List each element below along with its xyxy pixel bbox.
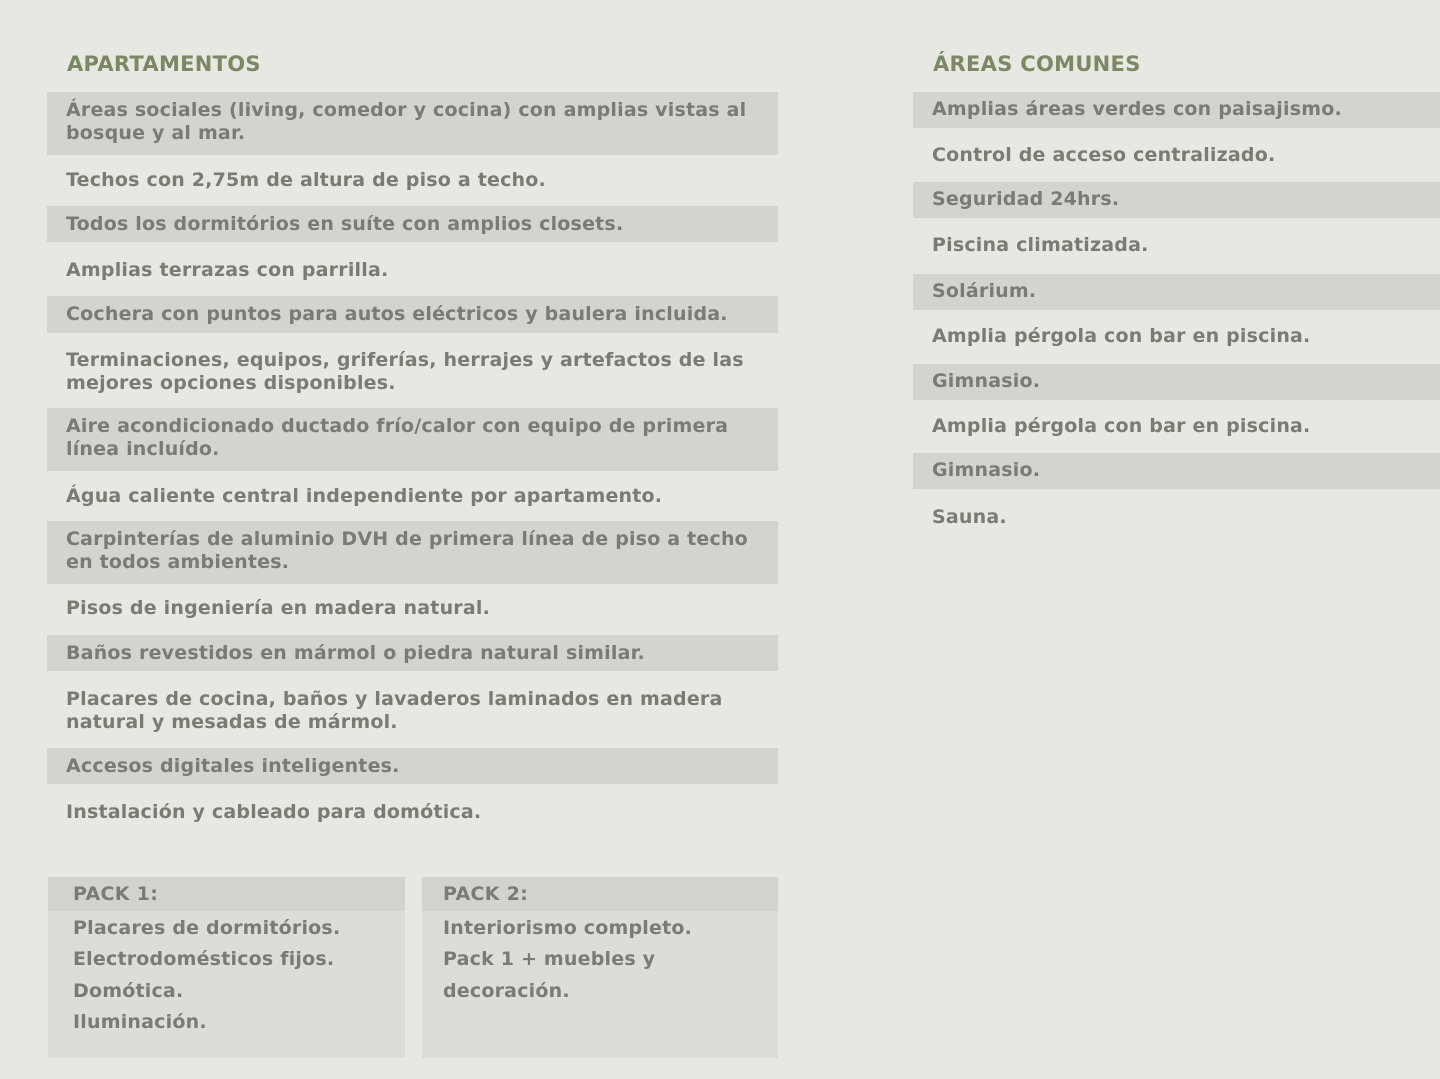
pack-1-title: PACK 1: (48, 877, 405, 911)
apartamentos-item: Amplias terrazas con parrilla. (66, 259, 389, 281)
apartamentos-item: Terminaciones, equipos, griferías, herrajes y artefactos de las mejores opciones disponibles. (66, 349, 744, 394)
pack-2-title: PACK 2: (422, 877, 778, 911)
apartamentos-item: Instalación y cableado para domótica. (66, 801, 482, 823)
pack-1-box (48, 877, 405, 1058)
apartamentos-heading: APARTAMENTOS (67, 52, 261, 76)
pack-1-item: Iluminación. (73, 1010, 207, 1033)
pack-2-item: Pack 1 + muebles y decoración. (443, 948, 656, 1002)
areas-comunes-item: Amplia pérgola con bar en piscina. (932, 325, 1311, 347)
pack-1-item: Placares de dormitórios. (73, 917, 341, 939)
pack-2-list (422, 911, 778, 1007)
areas-comunes-item: Solárium. (913, 274, 1440, 310)
apartamentos-item: Todos los dormitórios en suíte con amplios closets. (47, 206, 778, 242)
apartamentos-list (47, 92, 778, 832)
apartamentos-item: Áreas sociales (living, comedor y cocina) con amplias vistas al bosque y al mar. (47, 92, 778, 155)
pack-2-box (422, 877, 778, 1058)
areas-comunes-item: Sauna. (932, 506, 1007, 528)
apartamentos-item: Aire acondicionado ductado frío/calor con equipo de primera línea incluído. (47, 408, 778, 471)
apartamentos-item: Carpinterías de aluminio DVH de primera línea de piso a techo en todos ambientes. (47, 521, 778, 584)
areas-comunes-item: Seguridad 24hrs. (913, 182, 1440, 218)
areas-comunes-item: Amplias áreas verdes con paisajismo. (913, 92, 1440, 128)
pack-1-list (48, 911, 405, 1038)
areas-comunes-item: Piscina climatizada. (932, 234, 1149, 256)
apartamentos-item: Accesos digitales inteligentes. (47, 748, 778, 784)
areas-comunes-item: Gimnasio. (913, 453, 1440, 489)
pack-2-item: Interiorismo completo. (443, 917, 693, 939)
apartamentos-item: Placares de cocina, baños y lavaderos laminados en madera natural y mesadas de mármol. (66, 688, 723, 733)
apartamentos-item: Cochera con puntos para autos eléctricos y baulera incluida. (47, 296, 778, 333)
areas-comunes-heading: ÁREAS COMUNES (933, 52, 1141, 76)
pack-1-item: Electrodomésticos fijos. (73, 948, 335, 971)
areas-comunes-item: Gimnasio. (913, 364, 1440, 400)
apartamentos-item: Pisos de ingeniería en madera natural. (66, 597, 491, 619)
areas-comunes-item: Amplia pérgola con bar en piscina. (932, 415, 1311, 437)
apartamentos-item: Água caliente central independiente por apartamento. (66, 485, 663, 507)
areas-comunes-item: Control de acceso centralizado. (932, 144, 1276, 166)
pack-1-item: Domótica. (73, 979, 184, 1002)
areas-comunes-list (913, 92, 1440, 538)
apartamentos-item: Baños revestidos en mármol o piedra natural similar. (47, 635, 778, 671)
apartamentos-item: Techos con 2,75m de altura de piso a techo. (66, 169, 546, 191)
